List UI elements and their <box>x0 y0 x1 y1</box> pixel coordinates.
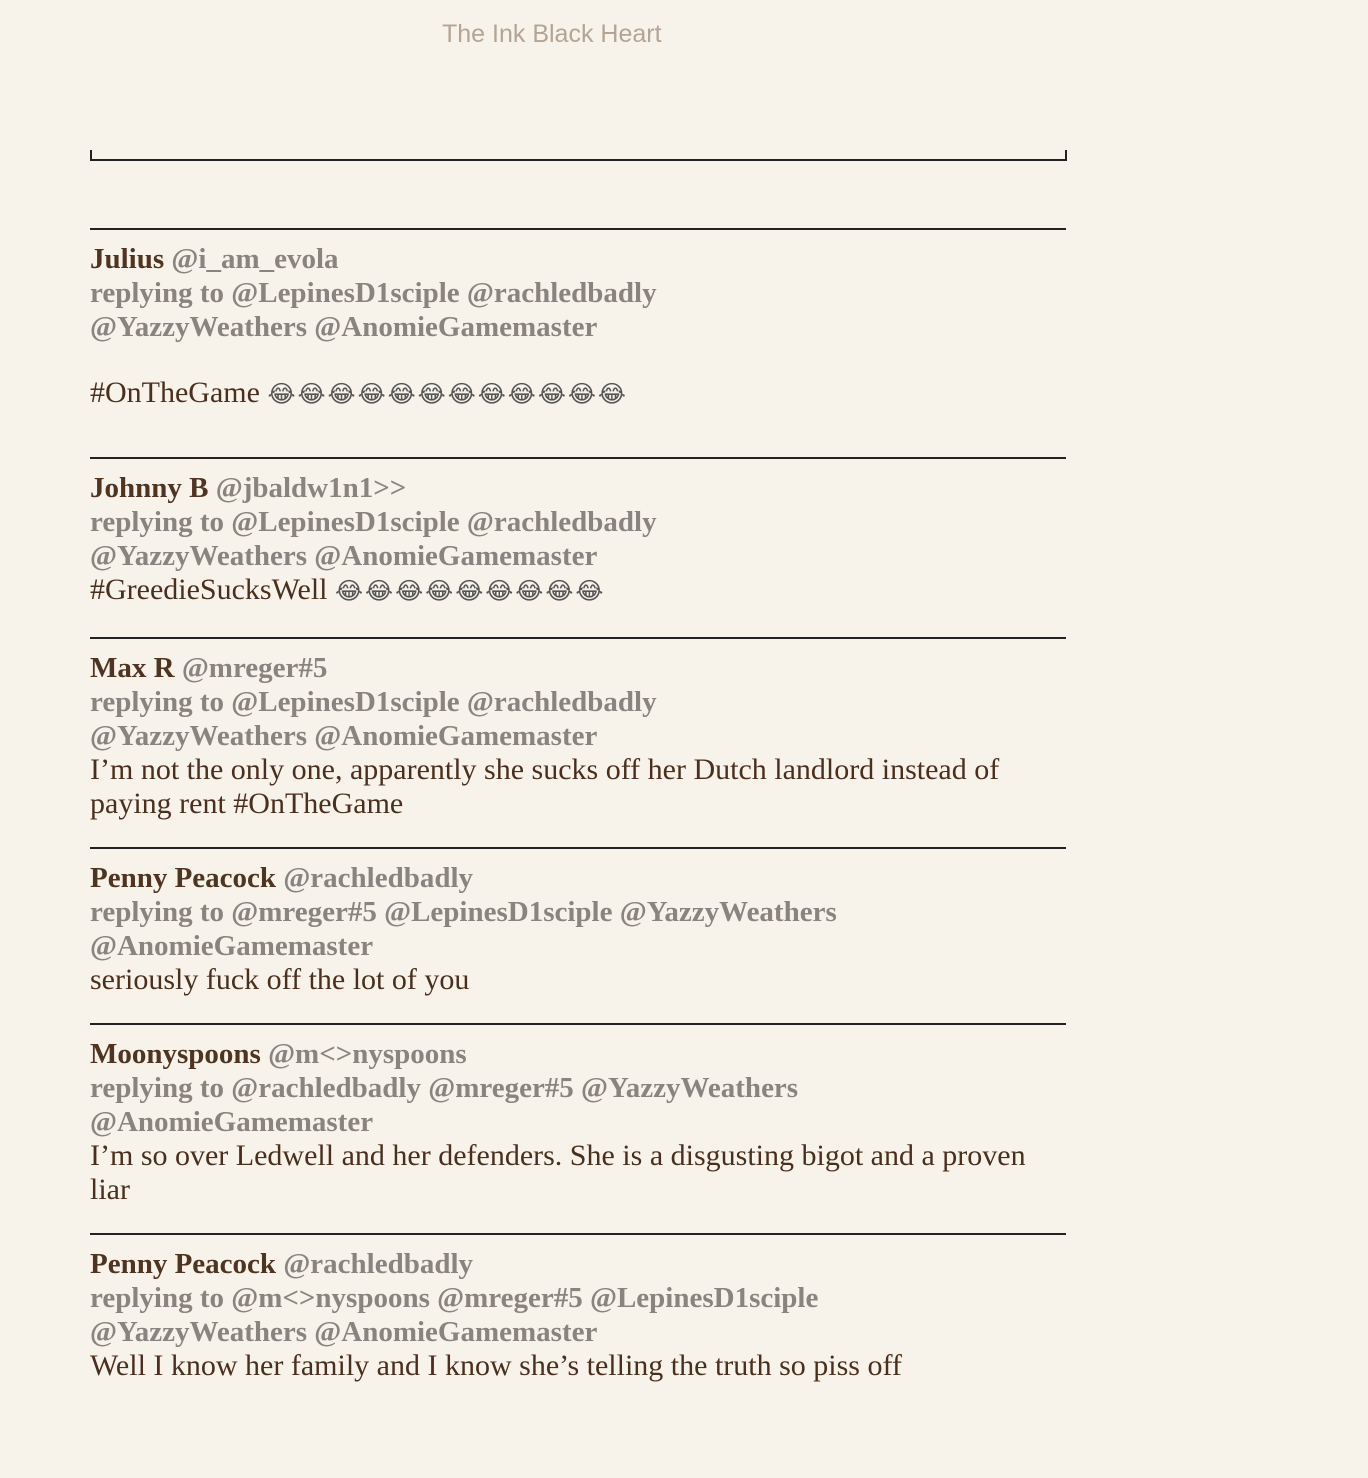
tweet-header <box>90 651 1066 685</box>
replying-to <box>90 505 1066 573</box>
tweet-text: Well I know her family and I know she’s telling the truth so piss off <box>90 1349 902 1382</box>
tweet <box>90 1023 1066 1233</box>
tweet-header <box>90 1247 1066 1281</box>
replying-line: replying to @LepinesD1sciple @rachledbadly <box>90 277 657 309</box>
laughing-emoji-icon: 😂😂😂😂😂😂😂😂😂 <box>335 577 606 605</box>
tweet-header <box>90 1037 1066 1071</box>
replying-line: @AnomieGamemaster <box>90 930 374 962</box>
tweet-text <box>90 573 1066 608</box>
replying-to <box>90 685 1066 753</box>
replying-to <box>90 1071 1066 1139</box>
author-name: Moonyspoons <box>90 1038 261 1070</box>
replying-to <box>90 895 1066 963</box>
tweet-hashtag: #GreedieSucksWell <box>90 573 328 606</box>
replying-line: replying to @mreger#5 @LepinesD1sciple @YazzyWeathers <box>90 896 837 928</box>
tweet-text <box>90 376 1066 411</box>
tweet <box>90 228 1066 457</box>
replying-line: replying to @LepinesD1sciple @rachledbadly <box>90 506 657 538</box>
author-name: Penny Peacock <box>90 862 277 894</box>
tweet-feed <box>90 228 1066 1407</box>
author-handle: @m<>nyspoons <box>268 1038 467 1070</box>
tweet <box>90 637 1066 847</box>
book-title: The Ink Black Heart <box>442 20 662 48</box>
tweet <box>90 1233 1066 1407</box>
replying-line: @YazzyWeathers @AnomieGamemaster <box>90 720 598 752</box>
tweet-header <box>90 471 1066 505</box>
replying-to <box>90 1281 1066 1349</box>
author-handle: @mreger#5 <box>181 652 328 684</box>
tweet-text: I’m not the only one, apparently she sucks off her Dutch landlord instead of paying rent #OnTheGame <box>90 753 1000 820</box>
replying-line: @YazzyWeathers @AnomieGamemaster <box>90 540 598 572</box>
tweet-text: seriously fuck off the lot of you <box>90 963 470 996</box>
author-name: Penny Peacock <box>90 1248 277 1280</box>
author-name: Johnny B <box>90 472 209 504</box>
tweet-hashtag: #OnTheGame <box>90 376 260 409</box>
tweet-header <box>90 861 1066 895</box>
replying-line: replying to @m<>nyspoons @mreger#5 @LepinesD1sciple <box>90 1282 819 1314</box>
section-divider <box>90 150 1067 161</box>
replying-line: @AnomieGamemaster <box>90 1106 374 1138</box>
author-name: Max R <box>90 652 175 684</box>
replying-line: replying to @rachledbadly @mreger#5 @YazzyWeathers <box>90 1072 799 1104</box>
replying-to <box>90 276 1066 344</box>
author-handle: @rachledbadly <box>283 1248 474 1280</box>
tweet-header <box>90 242 1066 276</box>
author-name: Julius <box>90 243 165 275</box>
tweet <box>90 847 1066 1023</box>
author-handle: @rachledbadly <box>283 862 474 894</box>
tweet-text: I’m so over Ledwell and her defenders. She is a disgusting bigot and a proven liar <box>90 1139 1026 1206</box>
author-handle: @i_am_evola <box>171 243 339 275</box>
replying-line: replying to @LepinesD1sciple @rachledbadly <box>90 686 657 718</box>
tweet <box>90 457 1066 637</box>
laughing-emoji-icon: 😂😂😂😂😂😂😂😂😂😂😂😂 <box>267 380 628 408</box>
replying-line: @YazzyWeathers @AnomieGamemaster <box>90 311 598 343</box>
author-handle: @jbaldw1n1>> <box>215 472 407 504</box>
replying-line: @YazzyWeathers @AnomieGamemaster <box>90 1316 598 1348</box>
